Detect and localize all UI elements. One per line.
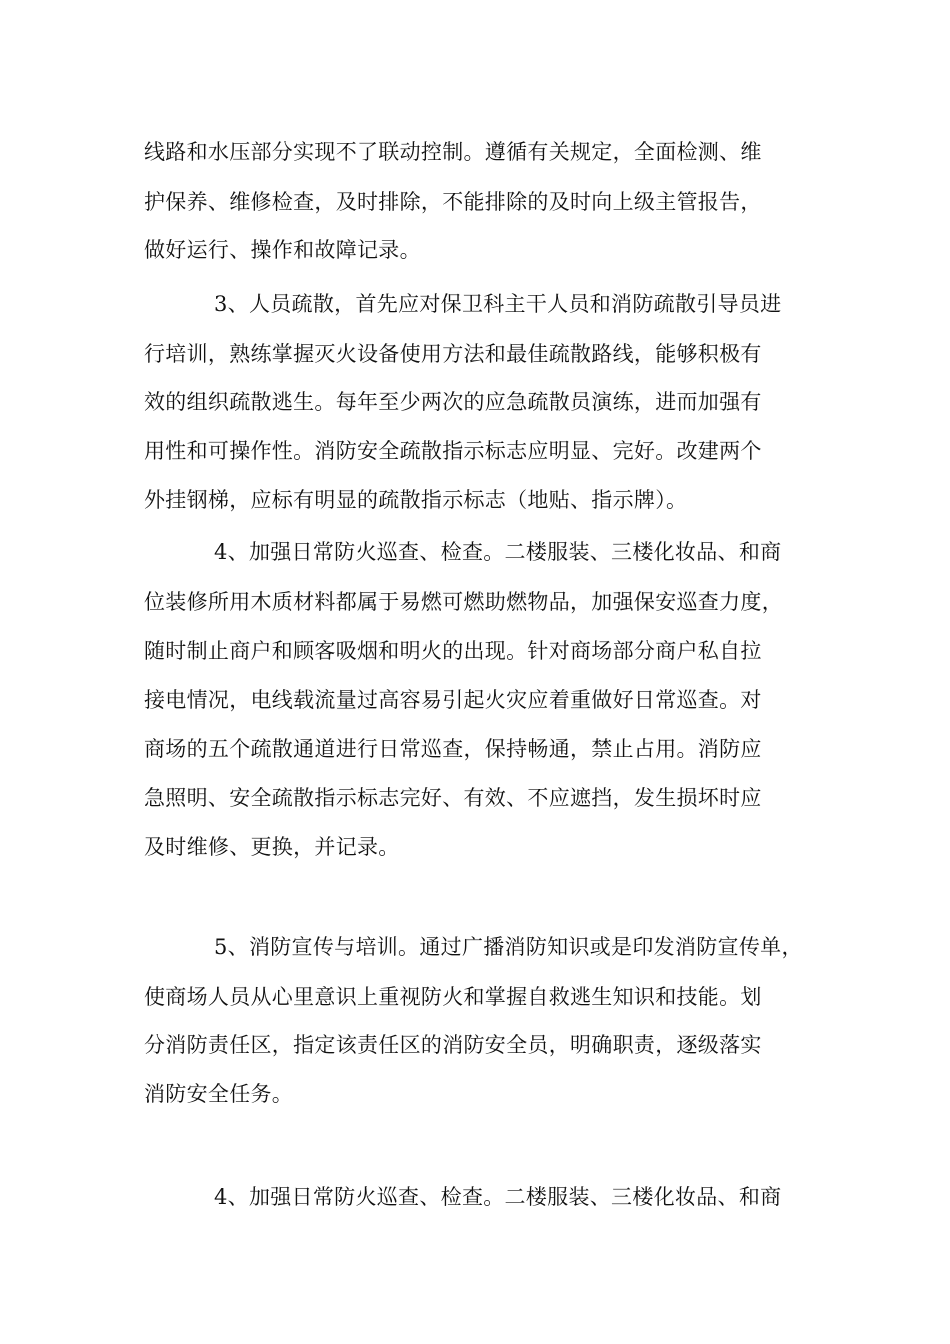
text-line: 3、人员疏散，首先应对保卫科主干人员和消防疏散引导员进 [214, 292, 782, 316]
text-line: 急照明、安全疏散指示标志完好、有效、不应遮挡，发生损坏时应 [144, 786, 762, 810]
text-line: 接电情况，电线载流量过高容易引起火灾应着重做好日常巡查。对 [144, 688, 762, 712]
text-line: 商场的五个疏散通道进行日常巡查，保持畅通，禁止占用。消防应 [144, 737, 762, 761]
text-line: 4、加强日常防火巡查、检查。二楼服装、三楼化妆品、和商 [214, 1185, 782, 1209]
text-line: 及时维修、更换，并记录。 [144, 835, 400, 859]
text-line: 位装修所用木质材料都属于易燃可燃助燃物品，加强保安巡查力度， [144, 590, 783, 614]
text-line: 随时制止商户和顾客吸烟和明火的出现。针对商场部分商户私自拉 [144, 639, 762, 663]
text-line: 线路和水压部分实现不了联动控制。遵循有关规定，全面检测、维 [144, 140, 762, 164]
text-line: 使商场人员从心里意识上重视防火和掌握自救逃生知识和技能。划 [144, 985, 762, 1009]
text-line: 5、消防宣传与培训。通过广播消防知识或是印发消防宣传单， [214, 935, 803, 959]
text-line: 用性和可操作性。消防安全疏散指示标志应明显、完好。改建两个 [144, 439, 762, 463]
text-line: 效的组织疏散逃生。每年至少两次的应急疏散员演练，进而加强有 [144, 390, 762, 414]
text-line: 4、加强日常防火巡查、检查。二楼服装、三楼化妆品、和商 [214, 540, 782, 564]
text-line: 分消防责任区，指定该责任区的消防安全员，明确职责，逐级落实 [144, 1033, 762, 1057]
text-line: 消防安全任务。 [144, 1082, 294, 1106]
text-line: 外挂钢梯，应标有明显的疏散指示标志（地贴、指示牌）。 [144, 488, 688, 512]
text-line: 做好运行、操作和故障记录。 [144, 238, 421, 262]
text-line: 护保养、维修检查，及时排除，不能排除的及时向上级主管报告， [144, 190, 762, 214]
text-line: 行培训，熟练掌握灭火设备使用方法和最佳疏散路线，能够积极有 [144, 342, 762, 366]
